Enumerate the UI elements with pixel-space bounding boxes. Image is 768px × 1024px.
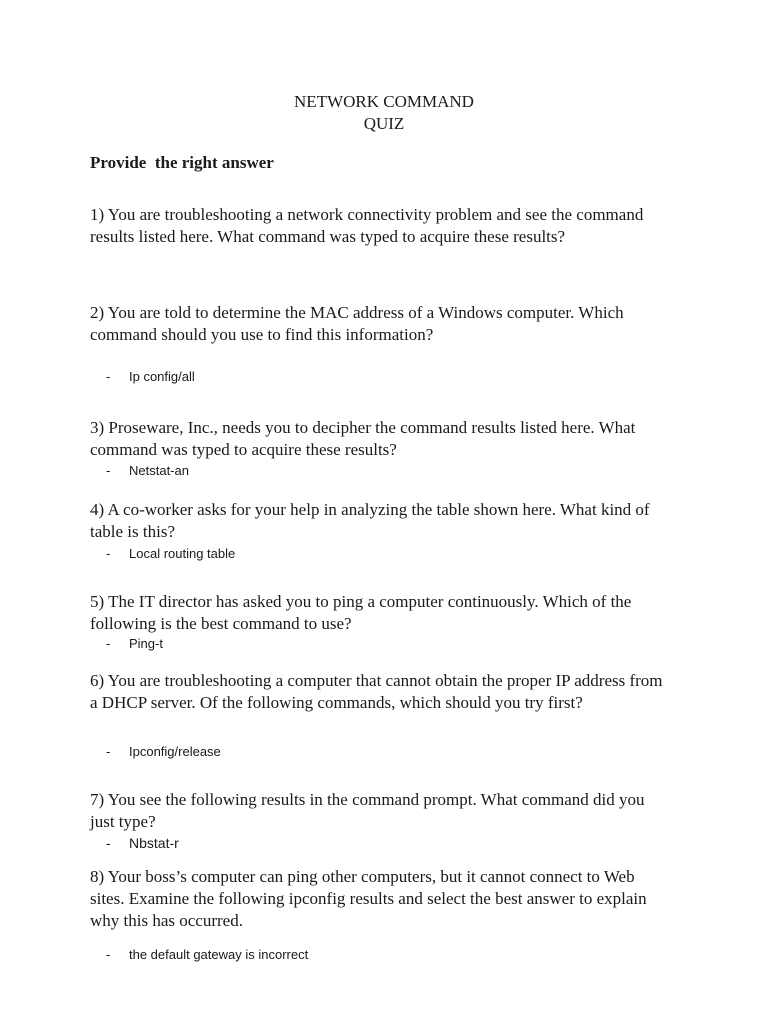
bullet-dash: - xyxy=(106,463,111,478)
bullet-dash: - xyxy=(106,835,111,851)
answer-3 xyxy=(106,462,189,480)
question-3: 3) Proseware, Inc., needs you to decipher the command results listed here. What command was typed to acquire these results? xyxy=(90,418,636,459)
answer-text: Netstat-an xyxy=(129,463,189,478)
question-7: 7) You see the following results in the command prompt. What command did you just type? xyxy=(90,790,645,831)
answer-text: Nbstat-r xyxy=(129,835,179,851)
answer-text: the default gateway is incorrect xyxy=(129,947,309,962)
answer-text: Local routing table xyxy=(129,546,236,561)
question-5: 5) The IT director has asked you to ping a computer continuously. Which of the following is the best command to use? xyxy=(90,592,632,633)
question-2: 2) You are told to determine the MAC address of a Windows computer. Which command should you use to find this information? xyxy=(90,303,624,344)
answer-6 xyxy=(106,743,221,761)
answer-4 xyxy=(106,545,235,563)
question-8: 8) Your boss’s computer can ping other computers, but it cannot connect to Web sites. Examine the following ipconfig results and select the best answer to explain why this has occurred. xyxy=(90,867,647,930)
bullet-dash: - xyxy=(106,369,111,384)
answer-5 xyxy=(106,635,163,653)
answer-2 xyxy=(106,368,195,386)
bullet-dash: - xyxy=(106,744,111,759)
answer-text: Ping-t xyxy=(129,636,163,651)
bullet-dash: - xyxy=(106,636,111,651)
page-title-line-2: QUIZ xyxy=(363,114,405,133)
bullet-dash: - xyxy=(106,947,111,962)
question-6: 6) You are troubleshooting a computer that cannot obtain the proper IP address from a DHCP server. Of the following commands, which should you try first? xyxy=(90,671,663,712)
bullet-dash: - xyxy=(106,546,111,561)
answer-text: Ip config/all xyxy=(129,369,195,384)
answer-8 xyxy=(106,946,308,964)
instruction-heading: Provide the right answer xyxy=(90,153,274,172)
answer-text: Ipconfig/release xyxy=(129,744,221,759)
page-title-line-1: NETWORK COMMAND xyxy=(294,92,474,111)
question-4: 4) A co-worker asks for your help in analyzing the table shown here. What kind of table is this? xyxy=(90,500,650,541)
question-1: 1) You are troubleshooting a network connectivity problem and see the command results listed here. What command was typed to acquire these results? xyxy=(90,205,644,246)
answer-7 xyxy=(106,834,179,852)
